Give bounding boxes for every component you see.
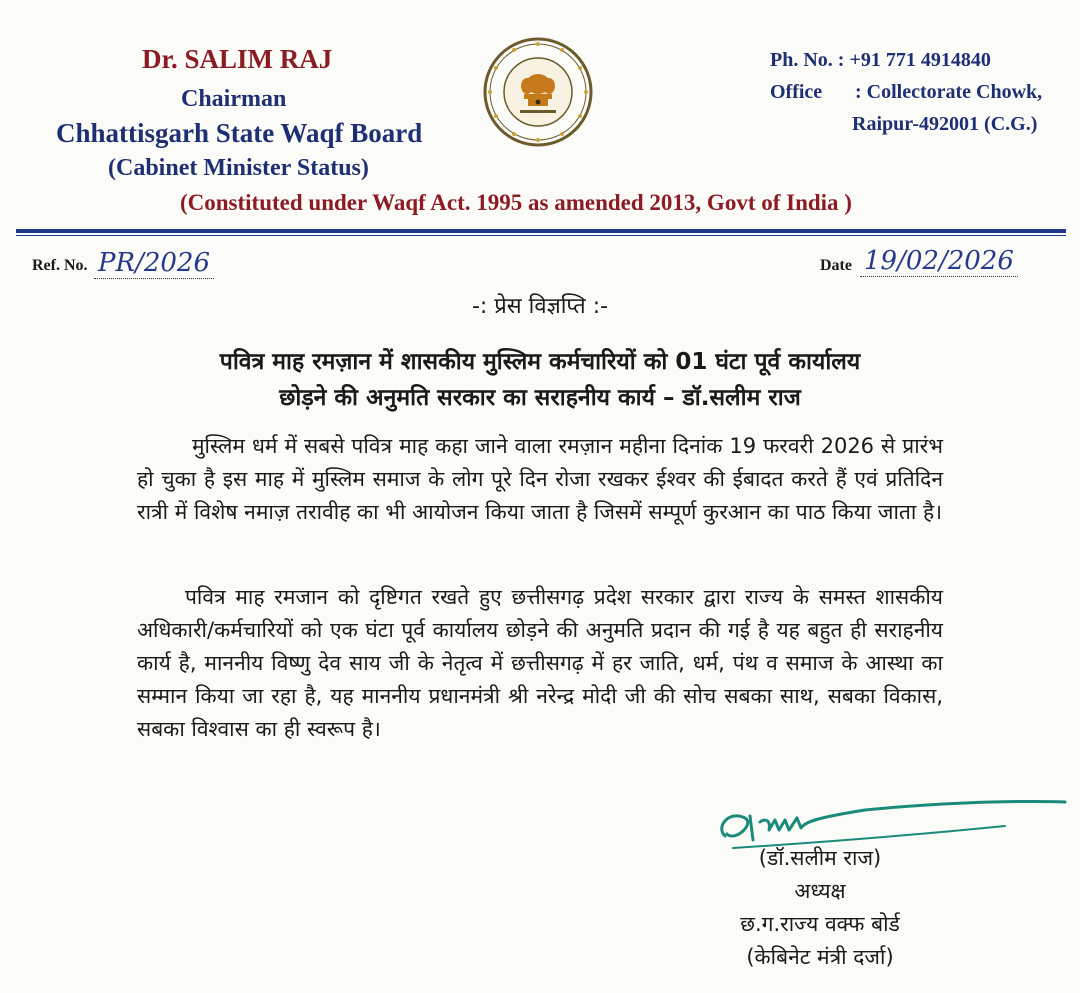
- office-address-line1: : Collectorate Chowk,: [855, 81, 1043, 103]
- headline-line1: पवित्र माह रमज़ान में शासकीय मुस्लिम कर्मचारियों को 01 घंटा पूर्व कार्यालय: [219, 349, 861, 375]
- body-paragraph-1: मुस्लिम धर्म में सबसे पवित्र माह कहा जाने वाला रमज़ान महीना दिनांक 19 फरवरी 2026 से प्रारंभ हो चुका है इस माह में मुस्लिम समाज के लोग पूरे दिन रोजा रखकर ईश्वर की ईबादत करते हैं एवं प्रतिदिन रात्री में विशेष नमाज़ तरावीह का भी आयोजन किया जाता है जिसमें सम्पूर्ण कुरआन का पाठ किया जाता है।: [137, 434, 943, 524]
- organization-name: Chhattisgarh State Waqf Board: [56, 118, 423, 148]
- phone-number: +91 771 4914840: [849, 49, 991, 71]
- sender-designation: Chairman: [181, 86, 287, 112]
- press-release-title: -: प्रेस विज्ञप्ति :-: [471, 294, 609, 319]
- date-label: Date: [820, 257, 852, 274]
- signatory-name: (डॉ.सलीम राज): [758, 846, 882, 870]
- signatory-org: छ.ग.राज्य वक्फ बोर्ड: [740, 912, 900, 936]
- sender-name: Dr. SALIM RAJ: [142, 44, 333, 74]
- header-divider: [16, 229, 1066, 233]
- signatory-status: (केबिनेट मंत्री दर्जा): [746, 945, 894, 969]
- state-emblem-icon: [482, 36, 594, 148]
- office-row: [770, 76, 1042, 108]
- headline-line2: छोड़ने की अनुमति सरकार का सराहनीय कार्य – डॉ.सलीम राज: [279, 385, 801, 411]
- ref-label: Ref. No.: [32, 257, 88, 274]
- constitution-note: (Constituted under Waqf Act. 1995 as amended 2013, Govt of India ): [180, 190, 852, 215]
- headline: [90, 344, 990, 416]
- phone-label: Ph. No. :: [770, 49, 845, 71]
- signatory-title: अध्यक्ष: [794, 879, 846, 903]
- date-value: 19/02/2026: [860, 246, 1018, 277]
- office-address-line2: Raipur-492001 (C.G.): [852, 113, 1038, 135]
- body-paragraph-2: पवित्र माह रमजान को दृष्टिगत रखते हुए छत्तीसगढ़ प्रदेश सरकार द्वारा राज्य के समस्त शासकीय अधिकारी/कर्मचारियों को एक घंटा पूर्व कार्यालय छोड़ने की अनुमति प्रदान की गई है यह बहुत ही सराहनीय कार्य है, माननीय विष्णु देव साय जी के नेतृत्व में छत्तीसगढ़ में हर जाति, धर्म, पंथ व समाज के आस्था का सम्मान किया जा रहा है, यह माननीय प्रधानमंत्री श्री नरेन्द्र मोदी जी की सोच सबका साथ, सबका विकास, सबका विश्वास का ही स्वरूप है।: [137, 585, 943, 741]
- header-divider-thin: [16, 235, 1066, 236]
- ref-number: PR/2026: [94, 248, 214, 279]
- sender-status: (Cabinet Minister Status): [108, 155, 369, 181]
- phone-row: [770, 44, 1042, 76]
- signature-block: [700, 842, 940, 974]
- contact-block: [770, 44, 1042, 140]
- office-label: Office: [770, 81, 823, 103]
